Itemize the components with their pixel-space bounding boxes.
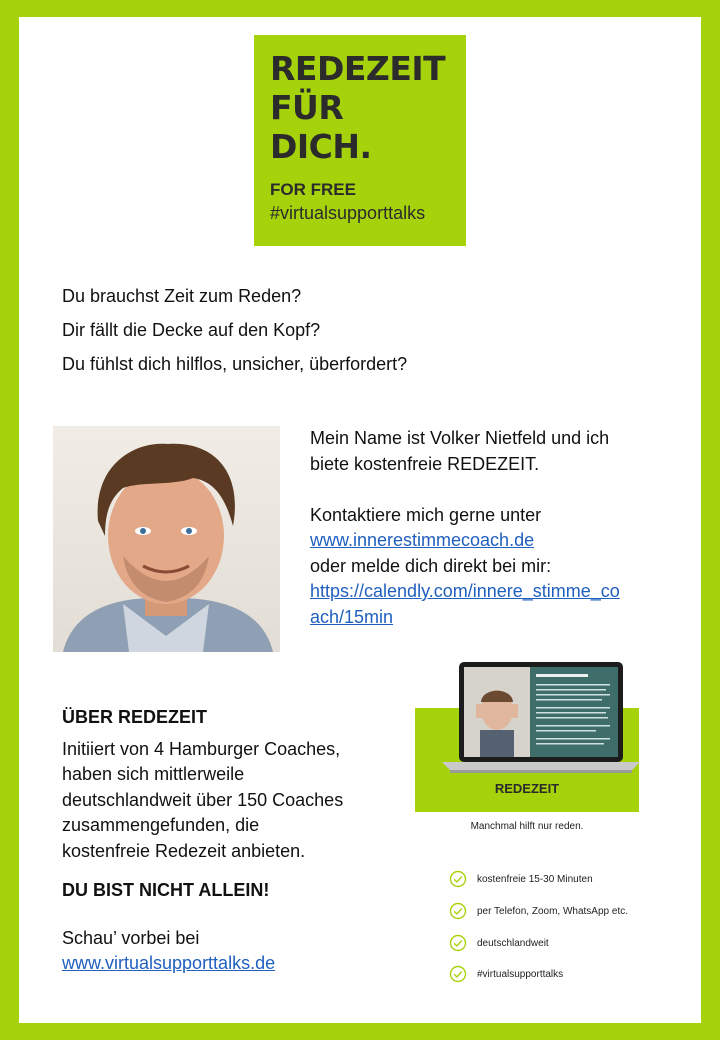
checklist-item <box>449 869 593 889</box>
visit-text: Schau’ vorbei bei <box>62 927 200 948</box>
check-circle-icon <box>449 870 467 888</box>
calendly-link-part2[interactable]: ach/15min <box>310 606 394 627</box>
check-circle-icon <box>449 965 467 983</box>
calendly-link-part1[interactable]: https://calendly.com/innere_stimme_co <box>310 581 620 601</box>
flyer-page <box>19 17 701 1023</box>
contact-line: Kontaktiere mich gerne unter <box>310 504 542 525</box>
checklist-item <box>449 901 628 921</box>
checklist-item-label: per Telefon, Zoom, WhatsApp etc. <box>477 905 629 917</box>
intro-text <box>310 426 670 630</box>
check-circle-icon <box>449 902 467 920</box>
intro-spacer <box>310 477 670 503</box>
not-alone-text: DU BIST NICHT ALLEIN! <box>62 880 270 900</box>
checklist-item-label: kostenfreie 15-30 Minuten <box>477 873 593 885</box>
checklist-item <box>449 933 549 953</box>
intro-line-2: biete kostenfreie REDEZEIT. <box>310 453 540 474</box>
question-2: Dir fällt die Decke auf den Kopf? <box>62 320 321 340</box>
question-1: Du brauchst Zeit zum Reden? <box>62 286 302 306</box>
checklist-item <box>449 964 563 984</box>
laptop-mockup-image <box>442 662 640 775</box>
hero-free-label: FOR FREE <box>270 180 356 199</box>
about-heading: ÜBER REDEZEIT <box>62 707 208 727</box>
coach-portrait-photo <box>53 426 280 652</box>
virtualsupporttalks-link[interactable]: www.virtualsupporttalks.de <box>62 953 276 973</box>
about-line-3: deutschlandweit über 150 Coaches <box>62 789 344 810</box>
about-line-1: Initiiert von 4 Hamburger Coaches, <box>62 738 341 759</box>
checklist-item-label: #virtualsupporttalks <box>477 968 564 980</box>
hero-banner <box>254 35 466 246</box>
check-circle-icon <box>449 934 467 952</box>
hero-title-line2: FÜR DICH. <box>270 88 372 166</box>
promo-title: REDEZEIT <box>494 781 560 796</box>
intro-line-1: Mein Name ist Volker Nietfeld und ich <box>310 428 610 448</box>
question-list <box>62 279 407 381</box>
hero-title-line1: REDEZEIT <box>270 49 446 88</box>
question-3: Du fühlst dich hilflos, unsicher, überfordert? <box>62 354 408 374</box>
about-line-2: haben sich mittlerweile <box>62 764 245 784</box>
about-section <box>62 705 392 977</box>
promo-subtitle: Manchmal hilft nur reden. <box>470 821 584 832</box>
about-line-5: kostenfreie Redezeit anbieten. <box>62 840 306 861</box>
about-line-4: zusammengefunden, die <box>62 815 260 835</box>
checklist-item-label: deutschlandweit <box>477 937 549 949</box>
or-line: oder melde dich direkt bei mir: <box>310 555 552 576</box>
website-link[interactable]: www.innerestimmecoach.de <box>310 530 535 550</box>
hero-hashtag: #virtualsupporttalks <box>270 203 426 223</box>
